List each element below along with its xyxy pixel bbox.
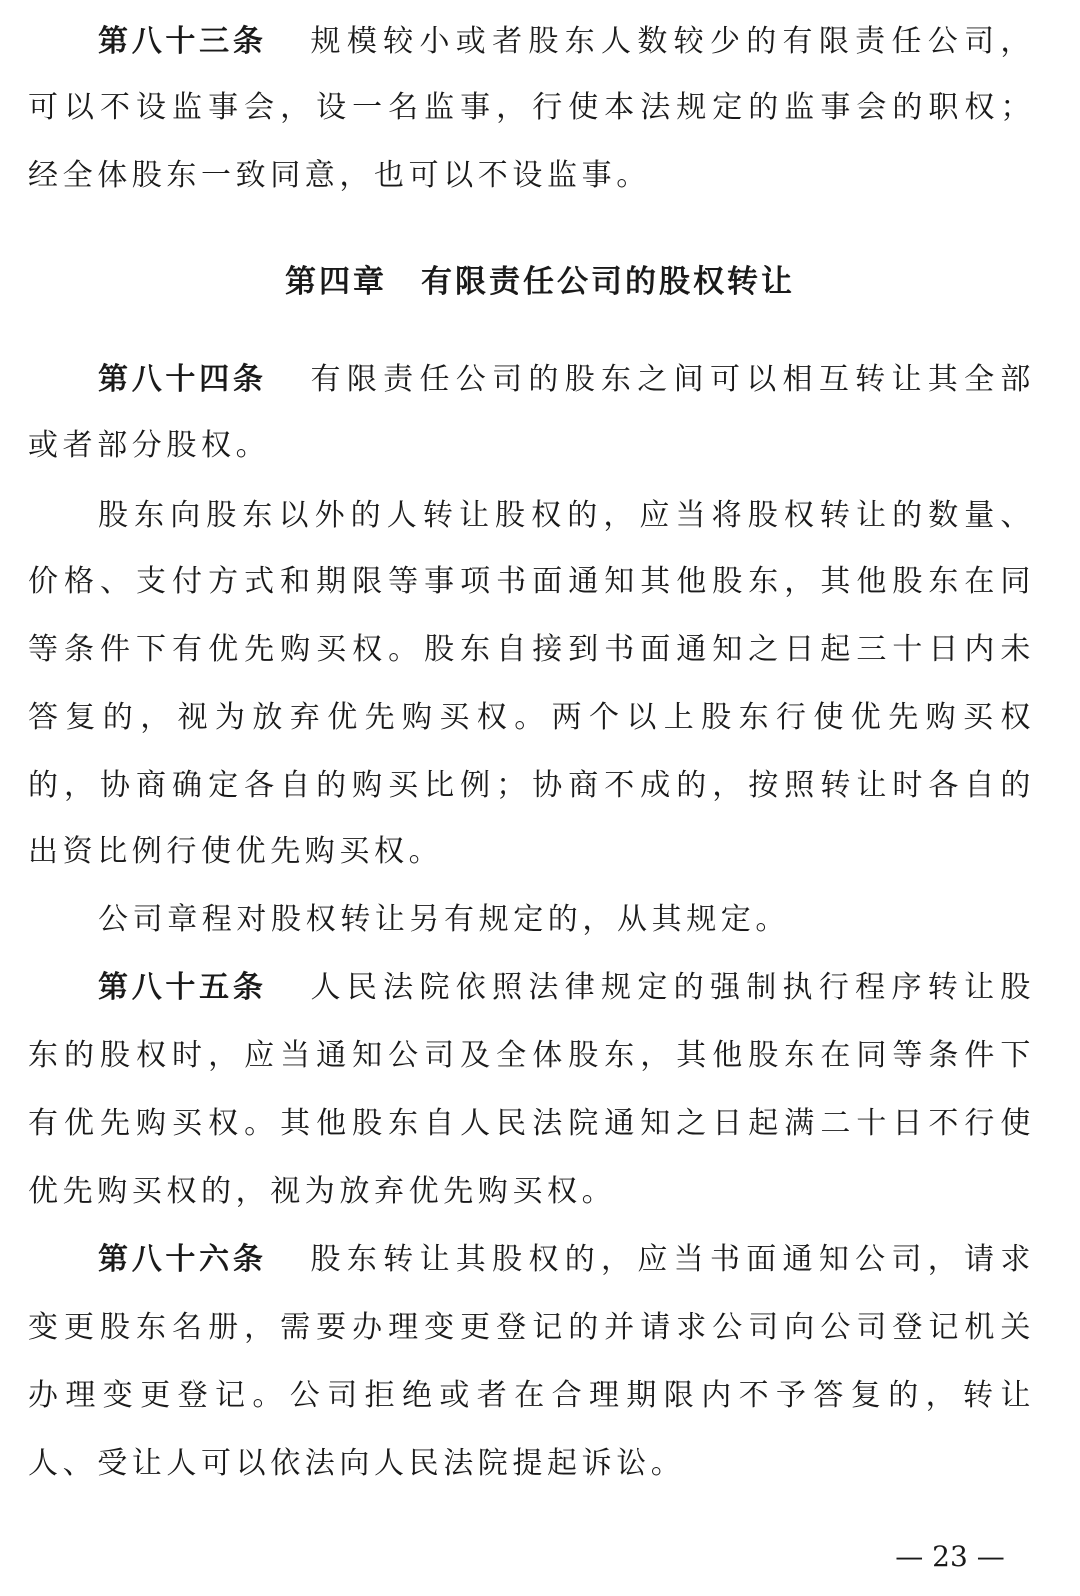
text-line	[98, 968, 1035, 1008]
line-text: 可以不设监事会，设一名监事，行使本法规定的监事会的职权；	[28, 90, 1035, 125]
chapter-heading: 第四章 有限责任公司的股权转让	[285, 264, 795, 300]
text-line	[28, 88, 1035, 128]
line-text: 有限责任公司的股东之间可以相互转让其全部	[310, 362, 1036, 397]
text-line	[28, 1308, 1035, 1348]
text-line	[28, 766, 1035, 806]
text-line	[28, 1172, 1035, 1212]
line-text: 公司章程对股权转让另有规定的，从其规定。	[98, 902, 790, 937]
line-text: 东的股权时，应当通知公司及全体股东，其他股东在同等条件下	[28, 1038, 1035, 1073]
line-text: 答复的，视为放弃优先购买权。两个以上股东行使优先购买权	[28, 700, 1035, 735]
text-line	[28, 426, 1035, 466]
line-text: 股东转让其股权的，应当书面通知公司，请求	[310, 1242, 1036, 1277]
text-line	[28, 1104, 1035, 1144]
text-line	[28, 630, 1035, 670]
line-text: 经全体股东一致同意，也可以不设监事。	[28, 158, 651, 193]
line-text: 优先购买权的，视为放弃优先购买权。	[28, 1174, 617, 1209]
text-line	[28, 1444, 1035, 1484]
line-text: 出资比例行使优先购买权。	[28, 834, 444, 869]
line-text: 规模较小或者股东人数较少的有限责任公司，	[310, 24, 1036, 59]
line-text: 办理变更登记。公司拒绝或者在合理期限内不予答复的，转让	[28, 1378, 1035, 1413]
line-text: 变更股东名册，需要办理变更登记的并请求公司向公司登记机关	[28, 1310, 1035, 1345]
article-label: 第八十三条	[98, 24, 267, 59]
article-label: 第八十六条	[98, 1242, 267, 1277]
text-line	[28, 1376, 1035, 1416]
text-line	[98, 496, 1035, 536]
text-line	[98, 360, 1035, 400]
line-text: 人、受让人可以依法向人民法院提起诉讼。	[28, 1446, 686, 1481]
text-line	[28, 156, 1035, 196]
text-line	[98, 900, 1035, 940]
article-label: 第八十四条	[98, 362, 267, 397]
text-line	[98, 1240, 1035, 1280]
line-text: 的，协商确定各自的购买比例；协商不成的，按照转让时各自的	[28, 768, 1035, 803]
page-number: — 23 —	[895, 1540, 1005, 1573]
article-label: 第八十五条	[98, 970, 267, 1005]
text-line	[98, 22, 1035, 62]
line-text: 价格、支付方式和期限等事项书面通知其他股东，其他股东在同	[28, 564, 1035, 599]
line-text: 人民法院依照法律规定的强制执行程序转让股	[310, 970, 1036, 1005]
line-text: 有优先购买权。其他股东自人民法院通知之日起满二十日不行使	[28, 1106, 1035, 1141]
text-line	[28, 1036, 1035, 1076]
text-line	[28, 698, 1035, 738]
line-text: 等条件下有优先购买权。股东自接到书面通知之日起三十日内未	[28, 632, 1035, 667]
text-line	[28, 562, 1035, 602]
line-text: 股东向股东以外的人转让股权的，应当将股权转让的数量、	[98, 498, 1035, 533]
line-text: 或者部分股权。	[28, 428, 271, 463]
text-line	[28, 832, 1035, 872]
